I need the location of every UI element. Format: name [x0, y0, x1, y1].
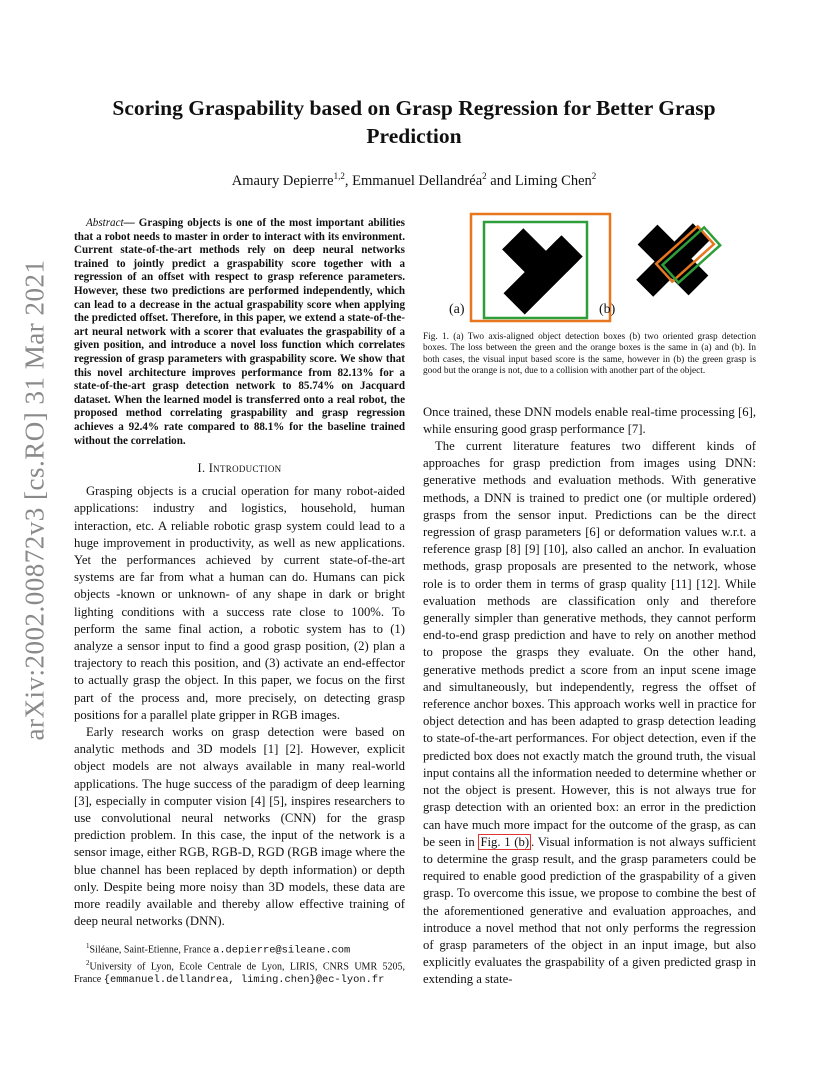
author-name: Amaury Depierre	[231, 172, 334, 189]
section-heading-text: I. Introduction	[197, 461, 282, 476]
paper-title: Scoring Graspability based on Grasp Regression for Better Grasp Prediction	[112, 96, 716, 148]
footnote	[74, 940, 405, 957]
section-heading	[74, 461, 405, 476]
author-affiliation: 1,2	[333, 171, 345, 181]
footnote-email: {emmanuel.dellandrea, liming.chen}@ec-lyon.fr	[103, 973, 385, 986]
paragraph: Grasping objects is a crucial operation for many robot-aided applications: industry and logistics, household, human interaction, etc. A reliable robotic grasp system could lead to a huge improvement in productivity, as well as new applications. Yet the performances achieved by current state-of-the-art systems are far from what a human can do. Humans can pick objects -known or unknown- of any shape in dark or bright lighting conditions with a success rate close to 100%. To perform the same final action, a robotic system has to (1) analyze a sensor input to find a good grasp position, (2) plan a trajectory to reach this position, and (3) activate an end-effector to actually grasp the object. In this paper, we focus on the first part of the process and, more precisely, on detecting grasp positions for a parallel plate gripper in RGB images.	[74, 484, 405, 722]
paragraph: Once trained, these DNN models enable real-time processing [6], while ensuring good grasp performance [7].	[423, 404, 756, 436]
abstract-text: — Grasping objects is one of the most important abilities that a robot needs to master in order to interact with its environment. Current state-of-the-art methods rely on deep neural networks trained to jointly predict a graspability score together with a regression of an offset with respect to grasp reference parameters. However, these two predictions are performed independently, which can lead to a decrease in the actual graspability score when applying the predicted offset. Therefore, in this paper, we extend a state-of-the-art neural network with a scorer that evaluates the graspability of a given position, and introduce a novel loss function which correlates regression of grasp parameters with graspability score. We show that this novel architecture improves performance from 82.13% for a state-of-the-art grasp detection network to 85.74% on Jacquard dataset. When the learned model is transferred onto a real robot, the proposed method correlating graspability and grasp regression achieves a 92.4% rate compared to 88.1% for the baseline trained without the correlation.	[74, 217, 405, 447]
paragraph: Early research works on grasp detection were based on analytic methods and 3D models [1] [2]. However, explicit object models are not always available in many real-world applications. The huge success of the paradigm of deep learning [3], especially in computer vision [4] [5], inspires researchers to use convolutional neural networks (CNN) for the grasp prediction problem. In this case, the input of the network is a sensor image, either RGB, RGB-D, RGD (RGB image where the blue channel has been replaced by depth information) or depth only. Despite being more noisy than 3D models, these data are more readily available and thereby allow effective training of deep neural networks (DNN).	[74, 724, 405, 929]
footnotes	[74, 940, 405, 986]
panel-b	[619, 210, 726, 314]
figure-label-a: (a)	[449, 302, 465, 317]
figure-caption: Fig. 1. (a) Two axis-aligned object detection boxes (b) two oriented grasp detection boxes. The loss between the green and the orange boxes is the same in (a) and (b). In both cases, the visual input based score is the same, however in (b) the green grasp is good but the orange is not, due to a collision with another part of the object.	[423, 332, 756, 377]
author-affiliation: 2	[591, 171, 597, 181]
footnote-email: a.depierre@sileane.com	[213, 944, 351, 957]
paragraph-text: The current literature features two different kinds of approaches for grasp prediction from images using DNN: generative methods and evaluation methods. With generative methods, a DNN is trained to predict one (or multiple ordered) grasps from the sensor input. Predictions can be the direct regression of grasp parameters [6] or deformation values w.r.t. a reference grasp [8] [9] [10], also called an anchor. In evaluation methods, grasp proposals are presented to the network, whose role is to order them in terms of grasp quality [11] [12]. While evaluation methods are classification only and therefore generally simpler than generative methods, they cannot perform end-to-end grasp prediction and have to rely on another method to propose the grasps they evaluate. On the other hand, generative methods predict a score from an input scene image and simultaneously, but independently, regress the offset of reference anchor boxes. This approach works well in practice for object detection and has been adapted to grasp detection leading to state-of-the-art performances. For object detection, even if the predicted box does not exactly match the ground truth, the visual input contains all the information needed to determine whether or not the object is present. However, this is not always true for grasp detection with an oriented box: an error in the prediction can have much more impact for the outcome of the grasp, as can be seen in	[423, 439, 756, 849]
footnote-mark: 1	[86, 942, 90, 950]
figure-1-graphic	[423, 210, 756, 326]
object-shape-b	[619, 210, 726, 314]
arxiv-stamp-text: arXiv:2002.00872v3 [cs.RO] 31 Mar 2021	[19, 259, 50, 741]
arxiv-stamp	[10, 259, 60, 741]
figure-reference-link[interactable]: Fig. 1 (b)	[480, 834, 530, 849]
abstract-label: Abstract	[86, 217, 124, 229]
right-column-text	[423, 404, 756, 989]
author-name: Liming Chen	[514, 172, 592, 189]
left-column	[74, 217, 405, 930]
footnote-mark: 2	[86, 958, 90, 967]
paragraph	[423, 438, 756, 989]
author-affiliation: 2	[482, 171, 487, 181]
intro-text	[74, 483, 405, 930]
right-column	[423, 210, 756, 989]
paragraph-text: . Visual information is not always sufficient to determine the grasp result, and the grasp parameters could be required to enable good prediction of the graspability of a given grasp. To overcome this issue, we propose to combine the best of the aforementioned generative and evaluation approaches, and introduce a novel method that not only performs the regression of grasp parameters of the object in an input image, but also explicitly evaluates the graspability of a given predicted grasp in extending a state-	[423, 834, 757, 987]
abstract	[74, 217, 405, 448]
author-name: Emmanuel Dellandréa	[352, 172, 483, 189]
author-list: Amaury Depierre$^{1,2}$, Emmanuel Dellandréa$^2$ and Liming Chen$^2$	[231, 171, 597, 189]
figure-1	[423, 210, 756, 326]
object-shape-a	[481, 213, 583, 315]
panel-a	[471, 213, 610, 321]
footnote-text: Siléane, Saint-Etienne, France	[89, 944, 214, 956]
figure-label-b: (b)	[599, 302, 616, 317]
footnote-text: University of Lyon, Ecole Centrale de Lyon, LIRIS, CNRS UMR 5205, France	[74, 961, 405, 985]
footnote	[74, 957, 405, 987]
